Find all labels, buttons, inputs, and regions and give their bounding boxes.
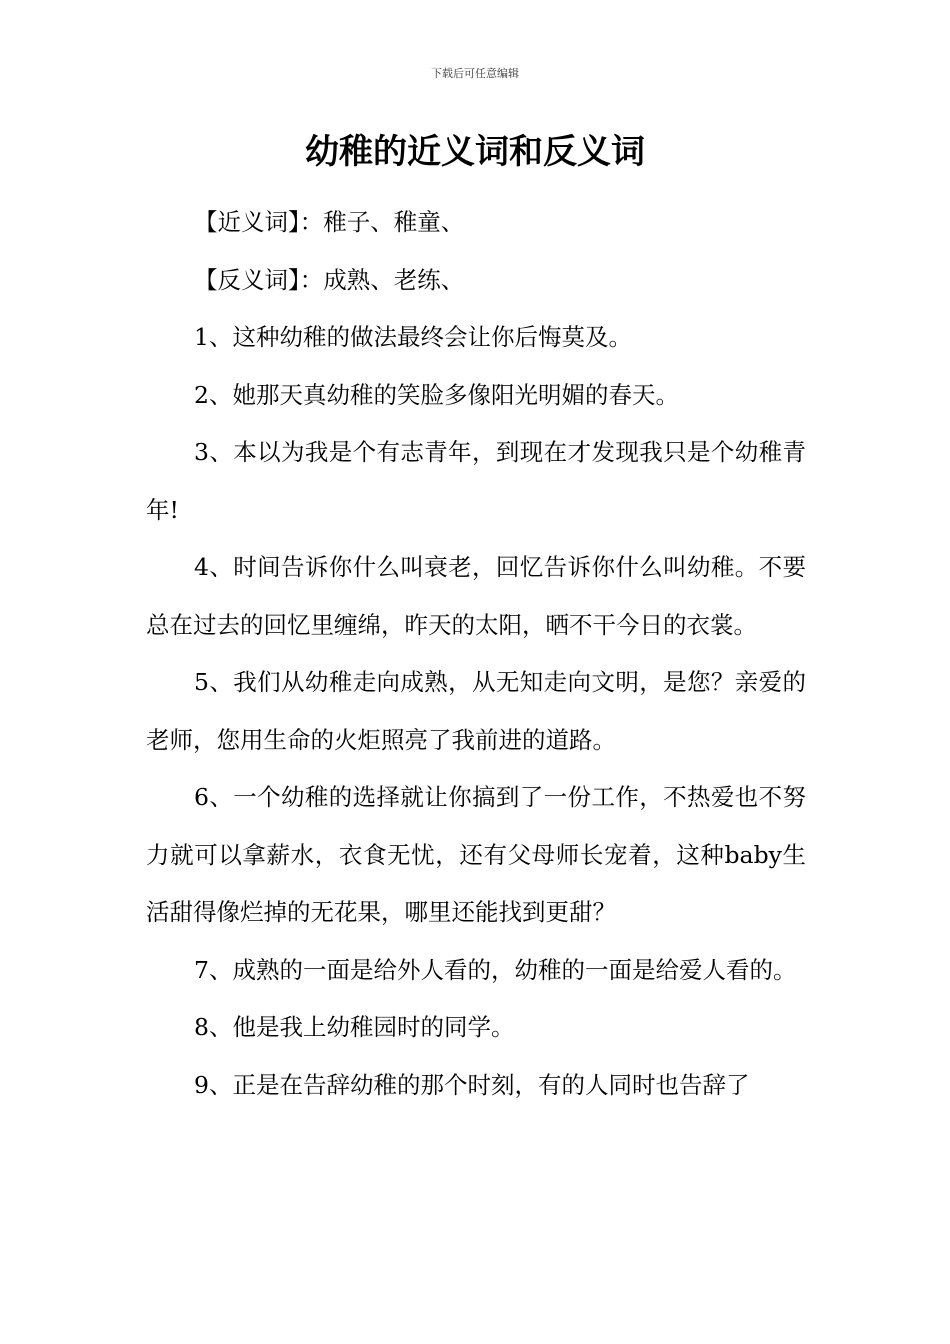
example-sentence-8: 8、他是我上幼稚园时的同学。 (194, 1013, 515, 1041)
document-body (146, 194, 806, 1114)
example-sentence-1: 1、这种幼稚的做法最终会让你后悔莫及。 (194, 323, 632, 351)
page-header-note: 下载后可任意编辑 (431, 67, 519, 80)
antonyms-line: 【反义词】：成熟、老练、 (194, 265, 465, 294)
example-sentence-2: 2、她那天真幼稚的笑脸多像阳光明媚的春天。 (194, 380, 679, 409)
page-title: 幼稚的近义词和反义词 (305, 132, 645, 172)
example-sentence-7: 7、成熟的一面是给外人看的，幼稚的一面是给爱人看的。 (194, 955, 797, 984)
example-sentence-4: 4、时间告诉你什么叫衰老，回忆告诉你什么叫幼稚。不要总在过去的回忆里缠绵，昨天的太阳，晒不干今日的衣裳。 (146, 553, 806, 639)
example-sentence-3: 3、本以为我是个有志青年，到现在才发现我只是个幼稚青年! (146, 438, 806, 524)
example-sentence-6: 6、一个幼稚的选择就让你搞到了一份工作，不热爱也不努力就可以拿薪水，衣食无忧，还有父母师长宠着，这种baby生活甜得像烂掉的无花果，哪里还能找到更甜？ (146, 783, 806, 926)
synonyms-line: 【近义词】：稚子、稚童、 (194, 208, 465, 236)
example-sentence-9: 9、正是在告辞幼稚的那个时刻，有的人同时也告辞了 (194, 1070, 750, 1099)
example-sentence-5: 5、我们从幼稚走向成熟，从无知走向文明，是您？亲爱的老师，您用生命的火炬照亮了我前进的道路。 (146, 668, 806, 754)
